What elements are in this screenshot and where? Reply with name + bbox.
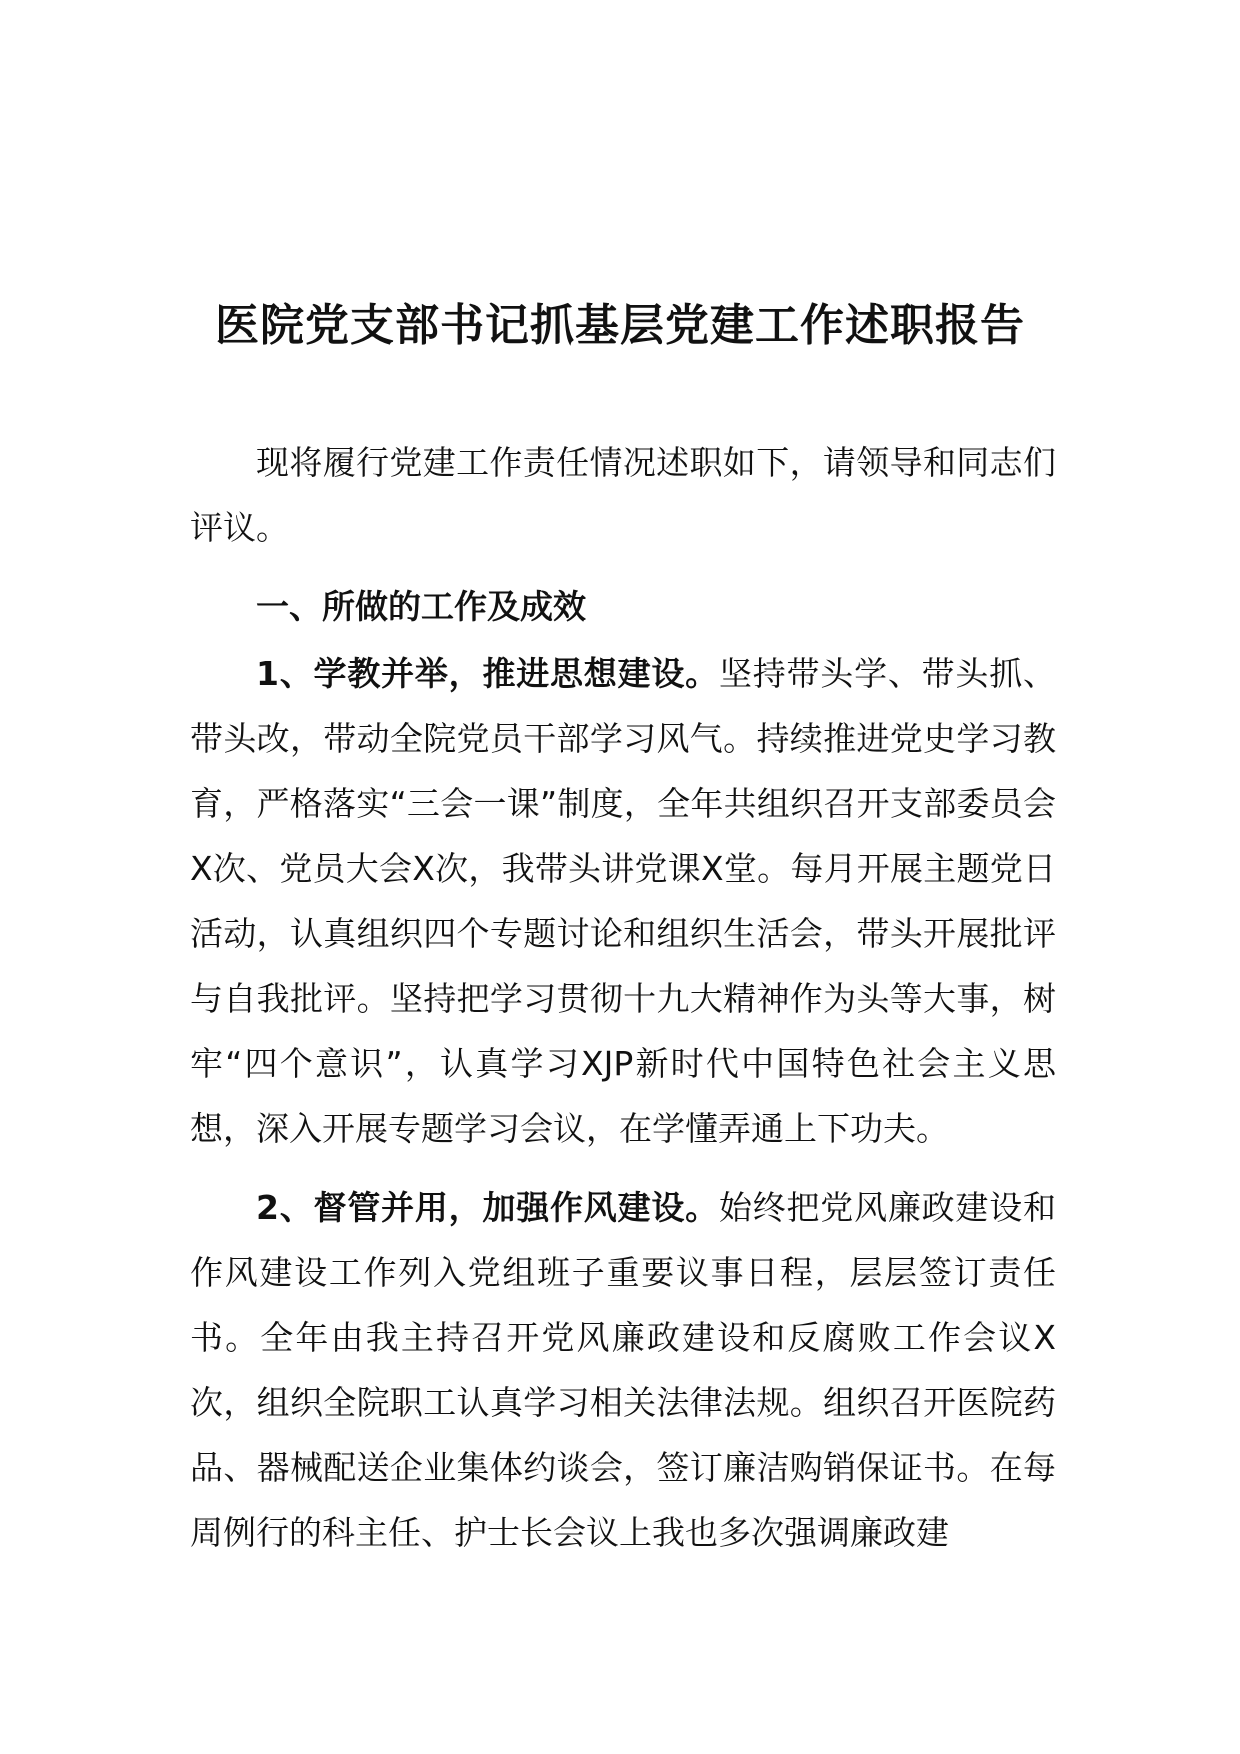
item-lead-2: 2、督管并用，加强作风建设。: [256, 1188, 719, 1227]
document-body: [190, 430, 1056, 1567]
item-paragraph-1: [190, 641, 1056, 1161]
item-text-1: 坚持带头学、带头抓、带头改，带动全院党员干部学习风气。持续推进党史学习教育，严格落实“三会一课”制度，全年共组织召开支部委员会X次、党员大会X次，我带头讲党课X堂。每月开展主题党日活动，认真组织四个专题讨论和组织生活会，带头开展批评与自我批评。坚持把学习贯彻十九大精神作为头等大事，树牢“四个意识”，认真学习XJP新时代中国特色社会主义思想，深入开展专题学习会议，在学懂弄通上下功夫。: [190, 654, 1056, 1148]
document-title: 医院党支部书记抓基层党建工作述职报告: [215, 300, 1025, 351]
section-heading: 一、所做的工作及成效: [256, 587, 586, 626]
item-text-2: 始终把党风廉政建设和作风建设工作列入党组班子重要议事日程，层层签订责任书。全年由我主持召开党风廉政建设和反腐败工作会议X次，组织全院职工认真学习相关法律法规。组织召开医院药品、器械配送企业集体约谈会，签订廉洁购销保证书。在每周例行的科主任、护士长会议上我也多次强调廉政建: [190, 1188, 1056, 1552]
intro-paragraph: 现将履行党建工作责任情况述职如下，请领导和同志们评议。: [190, 443, 1056, 547]
item-lead-1: 1、学教并举，推进思想建设。: [256, 654, 719, 693]
item-paragraph-2: [190, 1175, 1056, 1565]
